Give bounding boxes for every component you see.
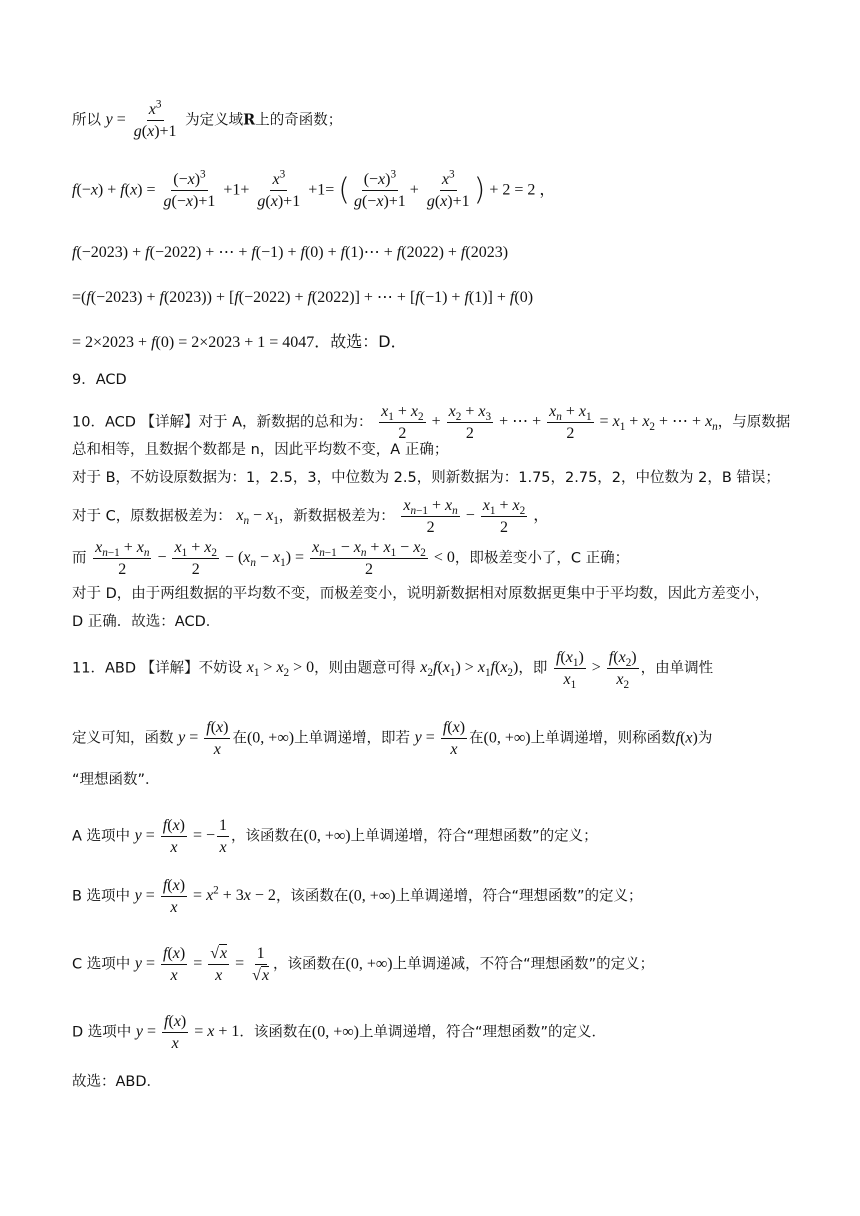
text: 定义可知，函数 (72, 730, 174, 747)
text: 为 (697, 730, 713, 747)
option-c-line: C 选项中 y = $\frac{f(x)}{x}$ = $\frac{√x}{x}$ = $\frac{1}{√x}$ ，该函数在(0, +∞)上单调递减，不符合“理想函数”的定义； (72, 945, 655, 985)
set-R: R (243, 111, 256, 129)
text: 为定义域 (185, 112, 244, 129)
text: 上单调递增，即若 (294, 730, 411, 747)
paired-series-line: =(f(−2023) + f(2023)) + [f(−2022) + f(2022)] + ⋯ + [f(−1) + f(1)] + f(0) (72, 289, 534, 306)
final-answer: 故选：ABD． (72, 1074, 162, 1090)
text: ，则由题意可得 (314, 660, 416, 677)
text: 上单调递增，则称函数 (530, 730, 676, 747)
text: 11．ABD 【详解】不妨设 (72, 660, 243, 677)
answer-10-line-7: D 正确．故选：ACD． (72, 614, 221, 630)
text: ，与原数据 (717, 414, 791, 431)
text: D 选项中 (72, 1024, 132, 1041)
text: ，该函数在 (231, 828, 304, 845)
option-b-line: B 选项中 y = $\frac{f(x)}{x}$ = $x^2 + 3x - 2$，该函数在(0, +∞)上单调递增，符合“理想函数”的定义； (72, 877, 643, 917)
answer-11-line-3: “理想函数”． (72, 772, 160, 788)
text: ，即 (518, 660, 548, 677)
text: 上单调递减，不符合“理想函数”的定义； (392, 956, 655, 973)
text: 而 (72, 550, 87, 567)
text: 在 (469, 730, 484, 747)
answer-9: 9．ACD (72, 372, 127, 388)
text: A 选项中 (72, 828, 131, 845)
sum-identity-line: f(−x) + f(x) = $\frac{(-x)^3}{g(-x)+1}$ +1+ $\frac{x^3}{g(x)+1}$ +1= ( $\frac{(-x)^3}{g(-x)+1}$ + $\frac{x^3}{g(x)+1}$ ) + 2 = 2 ， (72, 168, 556, 211)
answer-11-line-2: 定义可知，函数 y = $\frac{f(x)}{x}$ 在(0, +∞)上单调递增，即若 y = $\frac{f(x)}{x}$ 在(0, +∞)上单调递增，则称函数f(x)为 (72, 719, 713, 759)
text: 上单调递增，符合“理想函数”的定义． (359, 1024, 607, 1041)
text: 对于 C，原数据极差为： (72, 508, 232, 525)
text: B 选项中 (72, 888, 131, 905)
answer-10-line-3: 对于 B，不妨设原数据为：1，2.5，3，中位数为 2.5，则新数据为：1.75，2.75，2，中位数为 2，B 错误； (72, 470, 780, 486)
answer-10-line-6: 对于 D，由于两组数据的平均数不变，而极差变小，说明新数据相对原数据更集中于平均数，因此方差变小， (72, 586, 770, 602)
text: 所以 (72, 112, 101, 129)
answer-11-line-1: 11．ABD 【详解】不妨设 $x_1 > x_2 > 0$，则由题意可得 $x_2f(x_1) > x_1f(x_2)$，即 $\frac{f(x_1)}{x_1}$ > $\frac{f(x_2)}{x_2}$ ，由单调性 (72, 649, 714, 692)
answer-10-line-4: 对于 C，原数据极差为： $x_n - x_1$，新数据极差为： $\frac{x_{n-1} + x_n}{2}$ − $\frac{x_1 + x_2}{2}$ ， (72, 497, 550, 537)
answer-10-line-5: 而 $\frac{x_{n-1} + x_n}{2}$ − $\frac{x_1 + x_2}{2}$ − $(x_n - x_1)$ = $\frac{x_{n-1} - x_n + x_1 - x_2}{2}$ < 0，即极差变小了，C 正确； (72, 539, 630, 579)
text: 上单调递增，符合“理想函数”的定义； (395, 888, 643, 905)
series-line: f(−2023) + f(−2022) + ⋯ + f(−1) + f(0) + f(1)⋯ + f(2022) + f(2023) (72, 244, 509, 261)
result-line: = 2×2023 + f(0) = 2×2023 + 1 = 4047．故选：D． (72, 332, 407, 351)
answer-10-line-1: 10．ACD 【详解】对于 A，新数据的总和为： $\frac{x_1 + x_2}{2}$ + $\frac{x_2 + x_3}{2}$ + ⋯ + $\frac{x_n + x_1}{2}$ = $x_1 + x_2$ + ⋯ + $x_n$，与原数据 (72, 403, 791, 443)
option-a-line: A 选项中 y = $\frac{f(x)}{x}$ = − $\frac{1}{x}$ ，该函数在(0, +∞)上单调递增，符合“理想函数”的定义； (72, 817, 598, 857)
text: ，该函数在 (273, 956, 346, 973)
text: ，该函数在 (275, 888, 349, 905)
text: 在 (232, 730, 247, 747)
text: 10．ACD 【详解】对于 A，新数据的总和为： (72, 414, 373, 431)
text: ，新数据极差为： (278, 508, 395, 525)
odd-function-line: 所以 y = $\frac{x^3}{g(x)+1}$ 为定义域R上的奇函数； (72, 98, 343, 141)
text: C 选项中 (72, 956, 131, 973)
text: ，由单调性 (640, 660, 714, 677)
text: 上的奇函数； (255, 112, 343, 129)
answer-10-line-2: 总和相等，且数据个数都是 n，因此平均数不变，A 正确； (72, 442, 449, 458)
option-d-line: D 选项中 y = $\frac{f(x)}{x}$ = x + 1．该函数在(0, +∞)上单调递增，符合“理想函数”的定义． (72, 1013, 607, 1053)
text: ．故选：D． (314, 332, 407, 351)
text: ，即极差变小了，C 正确； (454, 550, 630, 567)
text: ．该函数在 (239, 1024, 312, 1041)
text: 上单调递增，符合“理想函数”的定义； (350, 828, 598, 845)
